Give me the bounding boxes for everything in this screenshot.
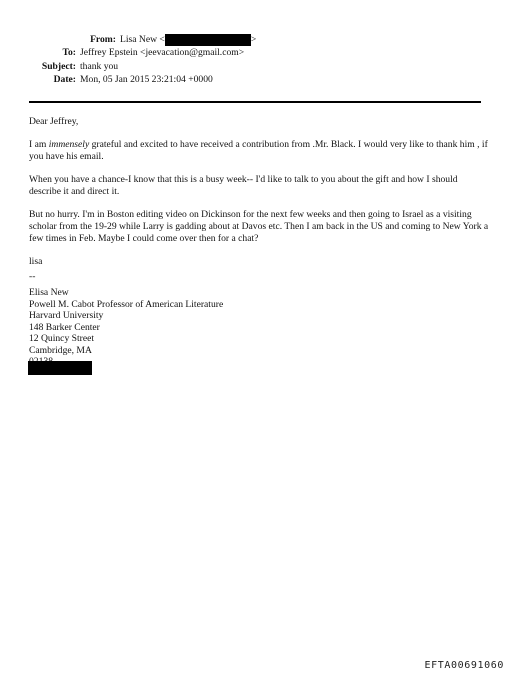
to-row xyxy=(0,46,512,59)
document-id: EFTA00691060 xyxy=(424,660,504,671)
subject-row xyxy=(0,60,512,73)
date-label: Date: xyxy=(53,74,76,85)
redacted-email xyxy=(165,34,251,46)
email-body xyxy=(29,116,491,283)
to-value: Jeffrey Epstein <jeevacation@gmail.com> xyxy=(80,47,245,58)
signature-address-2: 12 Quincy Street xyxy=(29,333,95,344)
subject-value: thank you xyxy=(80,61,119,72)
paragraph-1-start: I am xyxy=(29,139,49,150)
paragraph-2: When you have a chance-I know that this is a busy week-- I'd like to talk to you about the gift and how I should describe it and direct it. xyxy=(29,174,458,197)
signature-name: Elisa New xyxy=(29,287,69,298)
date-value: Mon, 05 Jan 2015 23:21:04 +0000 xyxy=(80,74,213,85)
paragraph-1-end: grateful and excited to have received a contribution from .Mr. Black. I would very like to thank him , if you have his email. xyxy=(29,139,488,162)
signoff: lisa xyxy=(29,256,43,267)
signature-zip-line xyxy=(29,356,223,368)
from-name: Lisa New < xyxy=(120,34,165,45)
emphasis-text: immensely xyxy=(48,139,90,150)
from-value-end: > xyxy=(250,34,257,45)
from-label: From: xyxy=(90,34,116,45)
signature-block xyxy=(29,287,223,368)
salutation: Dear Jeffrey, xyxy=(29,116,79,127)
paragraph-3: But no hurry. I'm in Boston editing video on Dickinson for the next few weeks and then going to Israel as a visiting scholar from the 19-29 while Larry is gadding about at Davos etc. Then I am back in the US and coming to New York a few times in Feb. Maybe I could come over then for a chat? xyxy=(29,209,489,244)
from-value xyxy=(120,33,256,46)
signature-city: Cambridge, MA xyxy=(29,344,92,356)
paragraph-1 xyxy=(29,139,491,163)
signature-org: Harvard University xyxy=(29,310,104,321)
signature-separator: -- xyxy=(29,271,36,282)
from-row xyxy=(0,33,512,46)
subject-label: Subject: xyxy=(41,61,76,72)
signature-address-1: 148 Barker Center xyxy=(29,321,100,333)
header-divider xyxy=(29,101,481,103)
signature-title: Powell M. Cabot Professor of American Literature xyxy=(29,298,224,310)
date-row xyxy=(0,73,512,86)
redacted-block xyxy=(28,361,92,375)
to-label: To: xyxy=(62,47,76,58)
